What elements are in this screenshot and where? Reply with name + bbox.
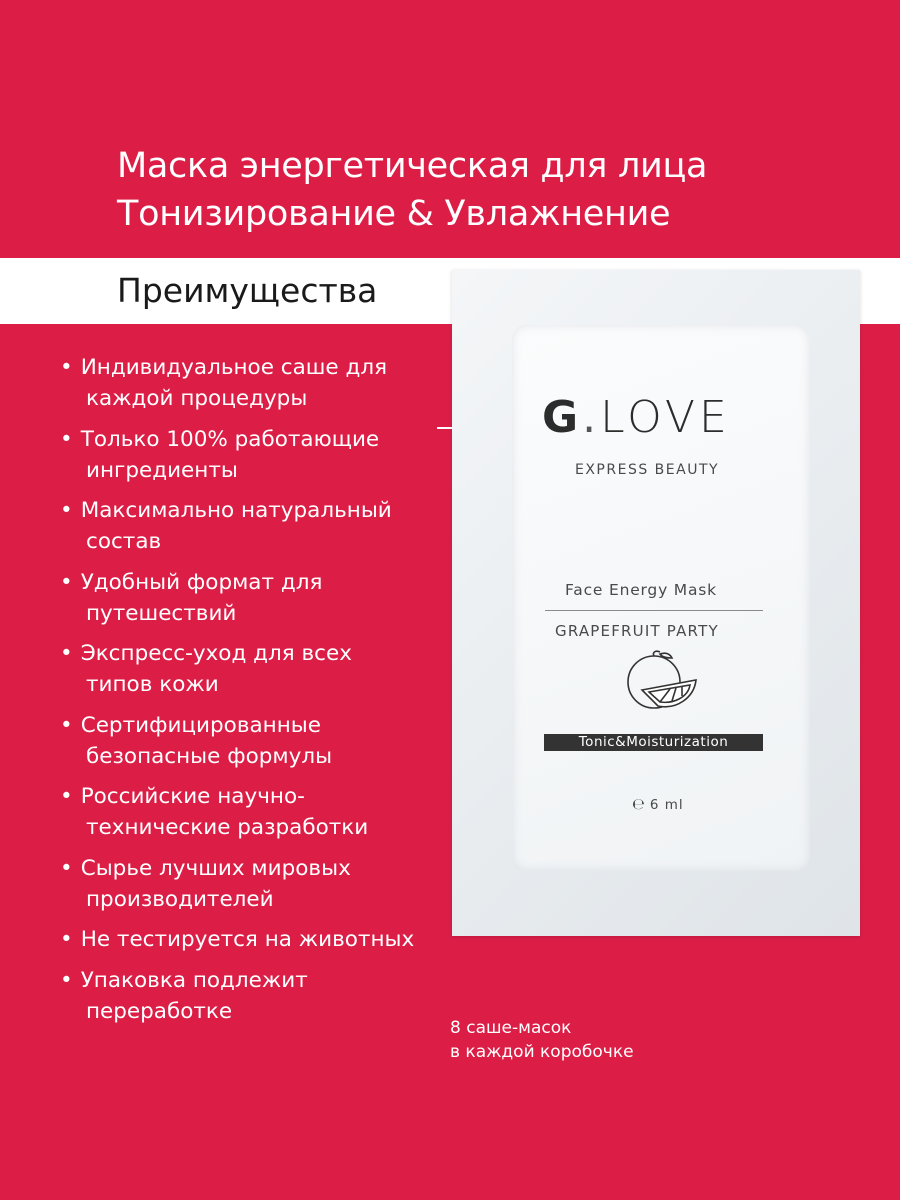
brand-g: G [542, 392, 583, 443]
feature-line1: Сырье лучших мировых [80, 855, 351, 881]
page-title [117, 142, 707, 238]
feature-item [60, 567, 414, 629]
feature-item [60, 638, 414, 700]
product-name: Face Energy Mask [565, 581, 717, 599]
caption-line-2: в каждой коробочке [450, 1042, 634, 1062]
feature-line2: безопасные формулы [86, 743, 333, 769]
feature-line2: каждой процедуры [86, 386, 308, 411]
volume-label [632, 795, 684, 813]
feature-item [60, 853, 414, 915]
flavor-label: GRAPEFRUIT PARTY [555, 622, 719, 640]
bullet-icon: • [60, 712, 73, 738]
sub-brand: EXPRESS BEAUTY [575, 462, 720, 478]
bullet-icon: • [60, 855, 73, 881]
volume-value: 6 ml [649, 797, 684, 813]
estimated-sign-icon: ℮ [632, 795, 646, 813]
bullet-icon: • [60, 641, 73, 666]
grapefruit-icon [620, 650, 700, 714]
feature-item [60, 495, 414, 557]
product-sachet-image [452, 270, 860, 936]
feature-item [60, 352, 414, 414]
feature-line1: Не тестируется на животных [80, 927, 415, 952]
feature-item [60, 710, 414, 772]
feature-line2: технические разработки [86, 815, 369, 840]
feature-line2: производителей [86, 886, 274, 912]
divider [545, 610, 763, 611]
bullet-icon: • [60, 355, 73, 380]
feature-line1: Сертифицированные [80, 712, 321, 738]
section-title: Преимущества [117, 271, 378, 310]
feature-item [60, 924, 414, 955]
title-line-1: Маска энергетическая для лица [117, 146, 708, 186]
feature-line2: переработке [86, 998, 233, 1024]
bullet-icon: • [60, 967, 73, 993]
bullet-icon: • [60, 784, 73, 809]
package-caption [450, 1016, 634, 1064]
feature-line1: Экспресс-уход для всех [80, 641, 352, 666]
bullet-icon: • [60, 498, 73, 523]
brand-dot: . [582, 392, 601, 443]
feature-line2: состав [86, 529, 162, 554]
title-line-2: Тонизирование & Увлажнение [117, 194, 671, 234]
feature-line1: Упаковка подлежит [80, 967, 308, 993]
feature-line1: Удобный формат для [80, 569, 323, 595]
feature-line1: Максимально натуральный [80, 498, 392, 523]
feature-line2: типов кожи [86, 672, 219, 697]
caption-line-1: 8 саше-масок [450, 1018, 572, 1038]
brand-love: LOVE [600, 392, 731, 443]
feature-line1: Российские научно- [80, 784, 305, 809]
feature-item [60, 781, 414, 843]
feature-line2: ингредиенты [86, 457, 238, 483]
feature-line1: Индивидуальное саше для [80, 355, 388, 380]
feature-item [60, 424, 414, 486]
feature-item [60, 965, 414, 1027]
brand-logo [542, 392, 731, 443]
product-badge: Tonic&Moisturization [544, 734, 763, 751]
bullet-icon: • [60, 927, 73, 952]
bullet-icon: • [60, 426, 73, 452]
feature-line1: Только 100% работающие [80, 426, 380, 452]
features-list [60, 352, 414, 1036]
bullet-icon: • [60, 569, 73, 595]
feature-line2: путешествий [86, 600, 237, 626]
